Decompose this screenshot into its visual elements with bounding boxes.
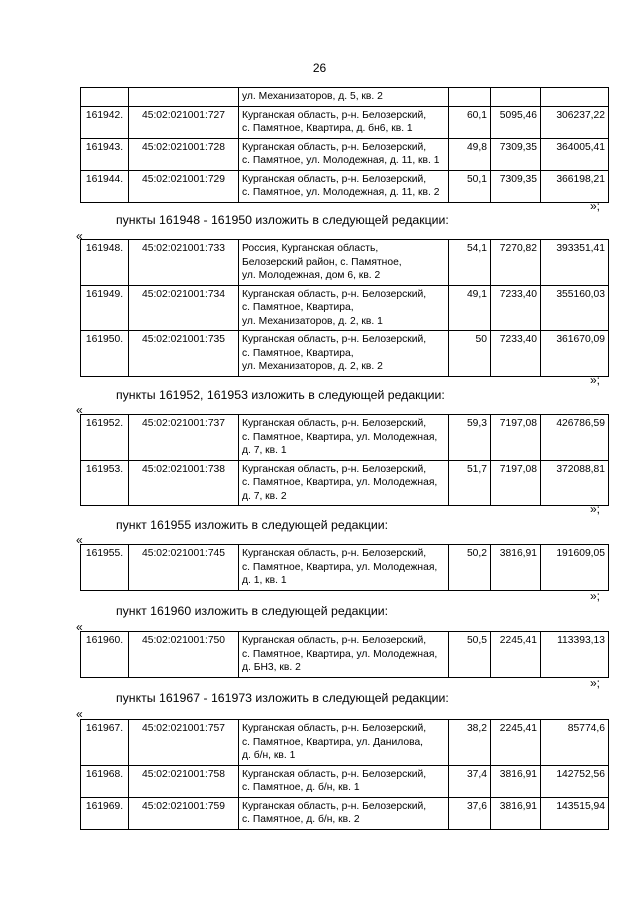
item-number-cell: 161942. xyxy=(81,106,129,138)
item-number-cell: 161955. xyxy=(81,545,129,591)
address-cell xyxy=(239,545,449,591)
area-cell: 37,6 xyxy=(449,797,491,829)
item-number-cell: 161943. xyxy=(81,138,129,170)
address-cell xyxy=(239,331,449,377)
address-line: с. Памятное, д. б/н, кв. 2 xyxy=(242,814,360,825)
table-row xyxy=(81,106,609,138)
table-row xyxy=(81,88,609,107)
unit-price-cell xyxy=(491,88,541,107)
address-line: с. Памятное, д. б/н, кв. 1 xyxy=(242,782,360,793)
unit-price-cell: 3816,91 xyxy=(491,765,541,797)
table-row xyxy=(81,720,609,766)
address-cell xyxy=(239,720,449,766)
closing-quote: »; xyxy=(590,373,601,387)
registry-table xyxy=(80,414,609,506)
total-value-cell: 306237,22 xyxy=(541,106,609,138)
address-line: Россия, Курганская область, xyxy=(242,243,379,254)
table-row xyxy=(81,415,609,461)
opening-quote: « xyxy=(76,620,83,634)
section-instruction: пункты 161948 - 161950 изложить в следующей редакции: xyxy=(116,213,449,227)
address-line: ул. Молодежная, дом 6, кв. 2 xyxy=(242,270,381,281)
address-line: с. Памятное, Квартира, ул. Молодежная, xyxy=(242,648,438,660)
total-value-cell: 393351,41 xyxy=(541,240,609,286)
unit-price-cell: 7309,35 xyxy=(491,170,541,202)
address-cell xyxy=(239,88,449,107)
area-cell: 50,2 xyxy=(449,545,491,591)
address-cell xyxy=(239,797,449,829)
cadastral-number-cell xyxy=(129,88,239,107)
table-row xyxy=(81,545,609,591)
address-line: Курганская область, р-н. Белозерский, xyxy=(242,288,427,300)
total-value-cell: 142752,56 xyxy=(541,765,609,797)
unit-price-cell: 7270,82 xyxy=(491,240,541,286)
item-number-cell: 161948. xyxy=(81,240,129,286)
section-instruction: пункт 161955 изложить в следующей редакции: xyxy=(116,518,389,532)
opening-quote: « xyxy=(76,403,83,417)
address-line: Курганская область, р-н. Белозерский, xyxy=(242,800,427,812)
address-line: ул. Механизаторов, д. 5, кв. 2 xyxy=(242,91,383,102)
total-value-cell: 113393,13 xyxy=(541,632,609,678)
address-line: Курганская область, р-н. Белозерский, xyxy=(242,109,427,121)
item-number-cell: 161950. xyxy=(81,331,129,377)
area-cell: 49,1 xyxy=(449,285,491,331)
unit-price-cell: 3816,91 xyxy=(491,797,541,829)
unit-price-cell: 7233,40 xyxy=(491,331,541,377)
section-instruction: пункты 161952, 161953 изложить в следующей редакции: xyxy=(116,388,445,402)
address-line: с. Памятное, Квартира, xyxy=(242,302,354,313)
cadastral-number-cell: 45:02:021001:727 xyxy=(129,106,239,138)
area-cell: 51,7 xyxy=(449,460,491,506)
area-cell: 50,1 xyxy=(449,170,491,202)
area-cell: 60,1 xyxy=(449,106,491,138)
address-line: Курганская область, р-н. Белозерский, xyxy=(242,548,427,559)
total-value-cell: 372088,81 xyxy=(541,460,609,506)
address-cell xyxy=(239,285,449,331)
address-line: с. Памятное, Квартира, ул. Молодежная, xyxy=(242,477,438,488)
table-row xyxy=(81,632,609,678)
address-cell xyxy=(239,170,449,202)
address-line: с. Памятное, Квартира, ул. Данилова, xyxy=(242,736,424,748)
item-number-cell: 161953. xyxy=(81,460,129,506)
area-cell: 50 xyxy=(449,331,491,377)
total-value-cell: 85774,6 xyxy=(541,720,609,766)
area-cell: 59,3 xyxy=(449,415,491,461)
unit-price-cell: 7309,35 xyxy=(491,138,541,170)
total-value-cell: 143515,94 xyxy=(541,797,609,829)
unit-price-cell: 2245,41 xyxy=(491,720,541,766)
address-line: с. Памятное, Квартира, д. бн6, кв. 1 xyxy=(242,123,413,134)
registry-table xyxy=(80,87,609,203)
opening-quote: « xyxy=(76,229,83,243)
address-line: д. БН3, кв. 2 xyxy=(242,662,301,673)
address-cell xyxy=(239,415,449,461)
address-line: с. Памятное, Квартира, ул. Молодежная, xyxy=(242,561,438,573)
unit-price-cell: 3816,91 xyxy=(491,545,541,591)
registry-table xyxy=(80,719,609,830)
address-line: Курганская область, р-н. Белозерский, xyxy=(242,334,427,345)
address-line: Курганская область, р-н. Белозерский, xyxy=(242,635,427,646)
cadastral-number-cell: 45:02:021001:738 xyxy=(129,460,239,506)
table-row xyxy=(81,460,609,506)
total-value-cell: 426786,59 xyxy=(541,415,609,461)
registry-table xyxy=(80,239,609,377)
area-cell xyxy=(449,88,491,107)
address-cell xyxy=(239,106,449,138)
address-cell xyxy=(239,138,449,170)
unit-price-cell: 2245,41 xyxy=(491,632,541,678)
unit-price-cell: 7233,40 xyxy=(491,285,541,331)
cadastral-number-cell: 45:02:021001:728 xyxy=(129,138,239,170)
address-line: Курганская область, р-н. Белозерский, xyxy=(242,418,427,429)
address-line: с. Памятное, ул. Молодежная, д. 11, кв. 1 xyxy=(242,155,440,166)
total-value-cell xyxy=(541,88,609,107)
item-number-cell: 161952. xyxy=(81,415,129,461)
table-row xyxy=(81,797,609,829)
cadastral-number-cell: 45:02:021001:757 xyxy=(129,720,239,766)
cadastral-number-cell: 45:02:021001:745 xyxy=(129,545,239,591)
area-cell: 37,4 xyxy=(449,765,491,797)
table-row xyxy=(81,170,609,202)
address-line: с. Памятное, Квартира, ул. Молодежная, xyxy=(242,431,438,443)
section-instruction: пункты 161967 - 161973 изложить в следующей редакции: xyxy=(116,691,449,705)
cadastral-number-cell: 45:02:021001:733 xyxy=(129,240,239,286)
area-cell: 49,8 xyxy=(449,138,491,170)
address-cell xyxy=(239,765,449,797)
cadastral-number-cell: 45:02:021001:737 xyxy=(129,415,239,461)
address-line: д. 7, кв. 2 xyxy=(242,490,287,502)
item-number-cell: 161960. xyxy=(81,632,129,678)
item-number-cell: 161967. xyxy=(81,720,129,766)
table-row xyxy=(81,765,609,797)
cadastral-number-cell: 45:02:021001:735 xyxy=(129,331,239,377)
address-line: Белозерский район, с. Памятное, xyxy=(242,256,402,268)
area-cell: 54,1 xyxy=(449,240,491,286)
unit-price-cell: 7197,08 xyxy=(491,415,541,461)
address-line: Курганская область, р-н. Белозерский, xyxy=(242,141,427,153)
address-line: с. Памятное, ул. Молодежная, д. 11, кв. 2 xyxy=(242,187,440,198)
table-row xyxy=(81,138,609,170)
address-line: с. Памятное, Квартира, xyxy=(242,347,354,359)
address-line: Курганская область, р-н. Белозерский, xyxy=(242,173,427,185)
cadastral-number-cell: 45:02:021001:759 xyxy=(129,797,239,829)
address-line: ул. Механизаторов, д. 2, кв. 2 xyxy=(242,361,383,372)
address-line: Курганская область, р-н. Белозерский, xyxy=(242,768,427,780)
cadastral-number-cell: 45:02:021001:729 xyxy=(129,170,239,202)
total-value-cell: 355160,03 xyxy=(541,285,609,331)
page-number: 26 xyxy=(312,61,327,75)
item-number-cell xyxy=(81,88,129,107)
total-value-cell: 361670,09 xyxy=(541,331,609,377)
total-value-cell: 364005,41 xyxy=(541,138,609,170)
address-cell xyxy=(239,240,449,286)
opening-quote: « xyxy=(76,533,83,547)
item-number-cell: 161944. xyxy=(81,170,129,202)
closing-quote: »; xyxy=(590,502,601,516)
address-line: Курганская область, р-н. Белозерский, xyxy=(242,463,427,475)
table-row xyxy=(81,331,609,377)
address-line: д. 7, кв. 1 xyxy=(242,445,287,456)
area-cell: 50,5 xyxy=(449,632,491,678)
table-row xyxy=(81,240,609,286)
registry-table xyxy=(80,544,609,591)
address-cell xyxy=(239,460,449,506)
closing-quote: »; xyxy=(590,589,601,603)
section-instruction: пункт 161960 изложить в следующей редакции: xyxy=(116,604,389,618)
address-line: д. 1, кв. 1 xyxy=(242,575,287,586)
table-row xyxy=(81,285,609,331)
address-line: ул. Механизаторов, д. 2, кв. 1 xyxy=(242,315,383,327)
area-cell: 38,2 xyxy=(449,720,491,766)
unit-price-cell: 7197,08 xyxy=(491,460,541,506)
item-number-cell: 161949. xyxy=(81,285,129,331)
address-line: д. б/н, кв. 1 xyxy=(242,750,296,761)
total-value-cell: 366198,21 xyxy=(541,170,609,202)
total-value-cell: 191609,05 xyxy=(541,545,609,591)
closing-quote: »; xyxy=(590,199,601,213)
address-line: Курганская область, р-н. Белозерский, xyxy=(242,723,427,734)
cadastral-number-cell: 45:02:021001:734 xyxy=(129,285,239,331)
registry-table xyxy=(80,631,609,678)
cadastral-number-cell: 45:02:021001:758 xyxy=(129,765,239,797)
unit-price-cell: 5095,46 xyxy=(491,106,541,138)
address-cell xyxy=(239,632,449,678)
item-number-cell: 161968. xyxy=(81,765,129,797)
item-number-cell: 161969. xyxy=(81,797,129,829)
opening-quote: « xyxy=(76,707,83,721)
closing-quote: »; xyxy=(590,676,601,690)
cadastral-number-cell: 45:02:021001:750 xyxy=(129,632,239,678)
